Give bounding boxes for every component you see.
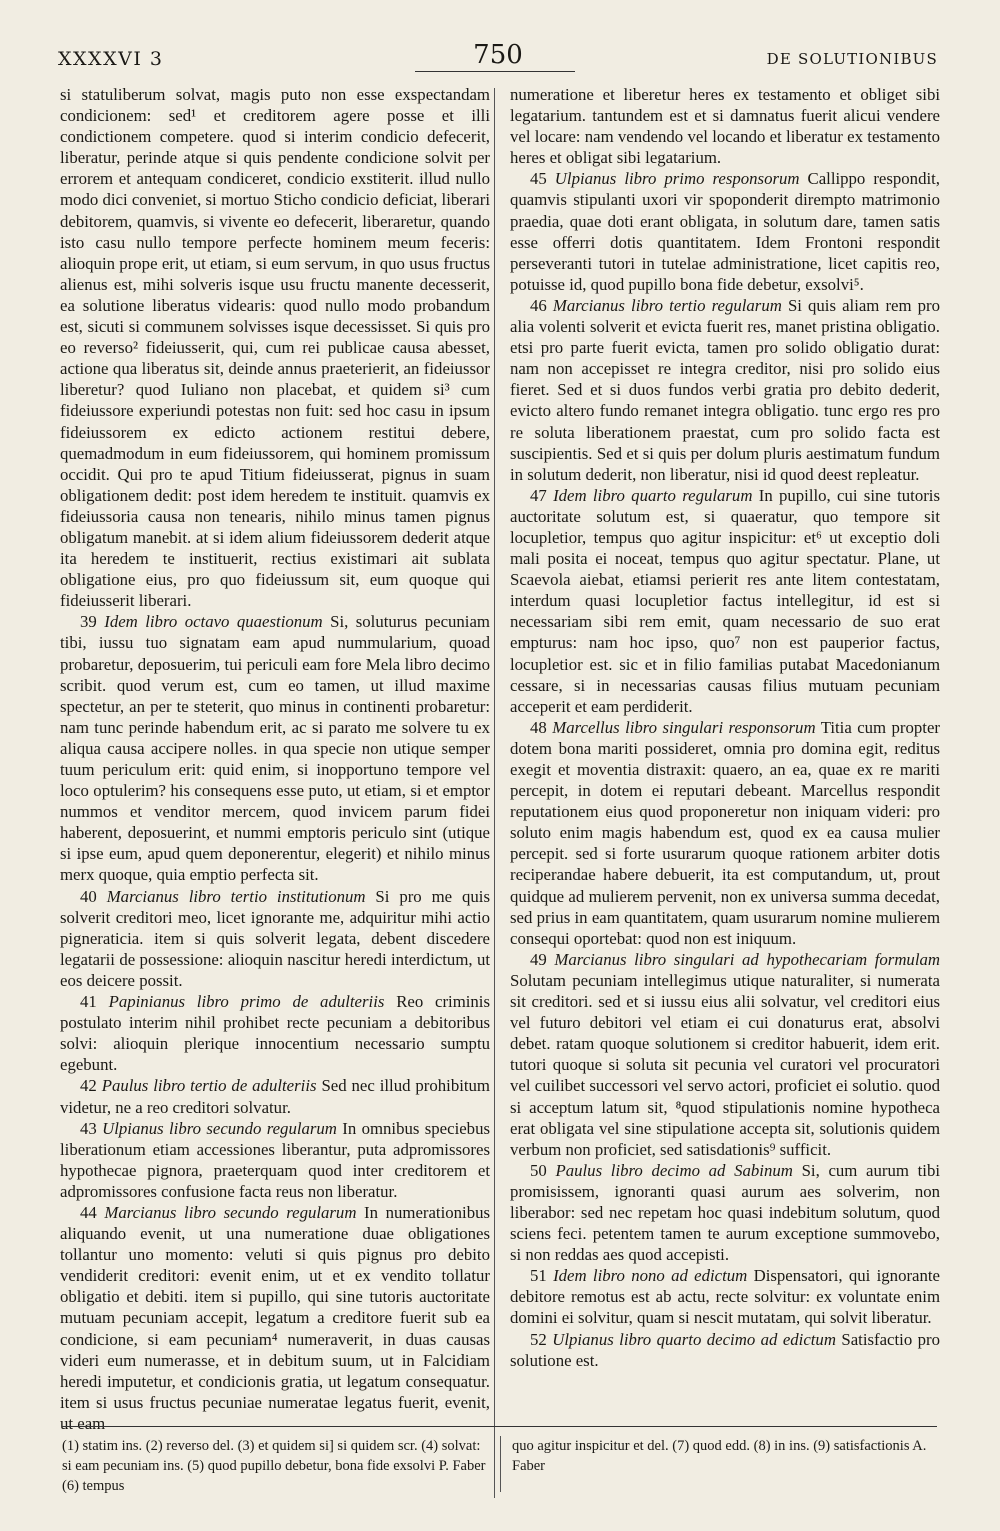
- law-fragment-44: 44 Marcianus libro secundo regularum In numerationibus aliquando evenit, ut una numeratione duae obligationes tollantur uno momento: veluti si quis pignus pro debito vendiderit creditori: evenit enim, ut et ex vendito tollatur obligatio et debiti. item si pupillo, qui sine tutoris auctoritate mutuam pecuniam accepit, legatum a creditore fuerit sub ea condicione, si eam pecuniam⁴ numeraverit, in duas causas videri eum numerasse, et in debitum suum, ut in Falcidiam heredi imputetur, et condicionis gratia, ut legatum consequatur. item si usus fructus pecuniae numeratae legatus fuerit, evenit, ut eam: [60, 1202, 491, 1433]
- section-title: DE SOLUTIONIBUS: [766, 50, 938, 68]
- law-fragment-45: 45 Ulpianus libro primo responsorum Callippo respondit, quamvis stipulanti uxori vir spoponderit dirempto matrimonio praedia, quae doti erant obligata, in solutum dare, tamen satis esse offerri dotis quantitatem. Idem Frontoni respondit perseveranti tutori in tutelae administratione, licet capitis reo, potuisse id, quod pupillo bona fide debetur, exsolvi⁵.: [510, 169, 940, 294]
- author-citation: Marcianus libro tertio regularum: [552, 295, 782, 315]
- law-fragment-40: 40 Marcianus libro tertio institutionum Si pro me quis solverit creditori meo, licet ignorante me, adquiritur mihi actio pigneraticia. item si quis solverit legata, debent discedere legatarii de possessione: alioquin nascitur heredi interdictum, ut eos deicere possit.: [60, 886, 490, 990]
- author-citation: Marcianus libro singulari ad hypothecariam formulam: [554, 949, 940, 969]
- paragraph: numeratione et liberetur heres ex testamento et obliget sibi legatarium. tantundem est et si damnatus fuerit alicui vendere vel locare: nam vendendo vel locando et liberatur ex testamento heres et obligat sibi legatarium.: [510, 85, 940, 168]
- law-fragment-52: 52 Ulpianus libro quarto decimo ad edictum Satisfactio pro solutione est.: [510, 1329, 940, 1370]
- footnotes-right: [512, 1436, 942, 1476]
- law-fragment-49: 49 Marcianus libro singulari ad hypothecariam formulam Solutam pecuniam intellegimus utique naturaliter, si numerata sit creditori. sed et si iussu eius alii solvatur, vel creditori eius vel futuro debitori vel etiam ei cui donaturus erat, absolvi debet. ratam quoque solutionem si creditor habuerit, idem erit. tutori quoque si soluta sit pecunia vel curatori vel procuratori vel cuilibet successori vel servo actori, proficiet ei solutio. quod si acceptum latum sit, ⁸quod stipulationis nomine hypotheca erat obligata vel sine stipulatione accepta sit, solutionis quidem verbum non proficiet, sed satisdationis⁹ sufficit.: [510, 949, 940, 1159]
- law-fragment-47: 47 Idem libro quarto regularum In pupillo, cui sine tutoris auctoritate solutum est, si quaeratur, quo tempore sit locupletior, tempus quo agitur inspicitur: et⁶ ut exceptio doli mali posita ei noceat, tempus quo agitur spectatur. Plane, ut Scaevola aiebat, etiamsi perierit res ante litem contestatam, interdum quasi locupletior factus intellegitur, id est si necessariam sibi rem emit, quam necessario de suo erat empturus: nam hoc ipso, quo⁷ non est pauperior factus, locupletior est. sic et in filio familias putabat Macedonianum cessare, si in necessarias causas filius mutuam pecuniam acceperit et eam perdiderit.: [510, 485, 940, 716]
- footnote-text: quo agitur inspicitur et del. (7) quod edd. (8) in ins. (9) satisfactionis A. Faber: [512, 1438, 927, 1474]
- author-citation: Marcellus libro singulari responsorum: [552, 717, 816, 737]
- page-number: 750: [473, 40, 523, 70]
- author-citation: Paulus libro tertio de adulteriis: [101, 1076, 317, 1096]
- law-fragment-39: 39 Idem libro octavo quaestionum Si, soluturus pecuniam tibi, iussu tuo signatam eam apud nummularium, quoad probaretur, deposuerim, tui periculi eam fore Mela libro decimo scribit. quod verum est, cum eo tamen, ut illud maxime spectetur, an per te steterit, quo minus in continenti probaretur: nam tunc perinde habendum erit, ac si parato me solvere tu ex aliqua causa accipere nolles. in qua specie non utique semper tuum periculum erit: quid enim, si inopportuno tempore vel loco optulerim? his consequens esse puto, ut etiam, si et emptor nummos et venditor mercem, quod invicem parum fidei haberent, deposuerint, et nummi emptoris periculo sint (utique si ipse eum, apud quem deponerentur, elegerit) et nihilo minus merx quoque, quia emptio perfecta sit.: [60, 612, 490, 885]
- author-citation: Paulus libro decimo ad Sabinum: [555, 1160, 793, 1180]
- law-fragment-50: 50 Paulus libro decimo ad Sabinum Si, cum aurum tibi promisissem, ignoranti quasi aurum aes solverim, non liberabor: sed nec repetam hoc quasi indebitum solutum, quod sciens feci. petentem tamen te aurum exceptione summovebo, si non reddas aes quod accepisti.: [510, 1160, 940, 1265]
- law-fragment-51: 51 Idem libro nono ad edictum Dispensatori, qui ignorante debitore remotus est ab actu, recte solvitur: ex voluntate enim domini ei solvitur, quam si nescit mutatam, qui solvit liberatur.: [510, 1266, 940, 1328]
- author-citation: Marcianus libro tertio institutionum: [106, 886, 366, 906]
- law-fragment-46: 46 Marcianus libro tertio regularum Si quis aliam rem pro alia volenti solverit et evicta fuerit res, manet pristina obligatio. etsi pro parte fuerit evicta, tamen pro solido obligatio durat: nam non accepisset re integra creditor, nisi pro solido eius fieret. Sed et si duos fundos verbi gratia pro debito dederit, evicto altero fundo remanet integra obligatio. tunc ergo res pro re soluta liberationem praestat, cum pro solido facta est suscipientis. Sed et si quis per dolum pluris aestimatum fundum in solutum dederit, non liberatur, nisi id quod deest repleatur.: [510, 295, 940, 484]
- left-text-column: [60, 84, 490, 1434]
- author-citation: Papinianus libro primo de adulteriis: [108, 992, 385, 1012]
- author-citation: Idem libro nono ad edictum: [553, 1266, 748, 1286]
- header-rule: [415, 71, 575, 72]
- running-header: [58, 40, 938, 80]
- law-fragment-48: 48 Marcellus libro singulari responsorum Titia cum propter dotem bona mariti possideret, omnia pro domina egit, reditus exegit et moventia distraxit: quaero, an ea, quae ex re mariti percepit, in dotem ei reputari debeant. Marcellus respondit reputationem eius quod proponeretur non iniquam videri: pro soluto enim magis habendum est, quod ex ea causa mulier percepit. sed si forte usurarum quoque rationem arbiter dotis reciperandae habere debuerit, ita est computandum, ut, prout quidque ad mulierem pervenit, non ex universa summa decedat, sed prius in eam quantitatem, quam usurarum nomine mulierem consequi oportebat: quod non est iniquum.: [510, 717, 940, 948]
- right-text-column: [510, 84, 940, 1371]
- author-citation: Ulpianus libro quarto decimo ad edictum: [552, 1329, 836, 1349]
- author-citation: Idem libro octavo quaestionum: [104, 612, 323, 632]
- author-citation: Idem libro quarto regularum: [553, 485, 753, 505]
- column-divider: [494, 88, 495, 1498]
- footnote-column-divider: [500, 1436, 501, 1492]
- law-fragment-41: 41 Papinianus libro primo de adulteriis Reo criminis postulato interim nihil prohibet recte pecuniam a debitoribus solvi: alioquin plerique innocentium necessario sumptu egebunt.: [60, 992, 490, 1075]
- law-fragment-42: 42 Paulus libro tertio de adulteriis Sed nec illud prohibitum videtur, ne a reo creditori solvatur.: [60, 1076, 490, 1117]
- paragraph: si statuliberum solvat, magis puto non esse exspectandam condicionem: sed¹ et creditorem agere posse et illi condictionem competere. quod si interim condicio defecerit, liberatur, perinde atque si quis pendente condicione solvit per errorem et antequam condiceret, condicio exstiterit. illud nullo modo dici conveniet, si mortuo Sticho condicio deficiat, liberari debitorem, quamvis, si vivente eo defecerit, liberaretur, quando isto casu nullo tempore perfecte hominem meum feceris: alioquin prope erit, ut etiam, si eum servum, in quo usus fructus alienus est, mihi solveris isque usu fructu manente decesserit, ea solutione liberatus videaris: quod nullo modo probandum est, sicuti si communem solvisses isque decessisset. Si quis pro eo reverso² fideiusserit, qui, cum rei publicae causa abesset, actione qua liberatus sit, deinde annus praeterierit, an fideiussor liberetur? quod Iuliano non placebat, et quidem si³ cum fideiussore experiundi potestas non fuit: sed hoc casu in ipsum fideiussorem ex edicto actionem restitui debere, quemadmodum in eum fideiussorem, qui hominem promissum occidit. Qui pro te apud Titium fideiusserat, pignus in suam obligationem dedit: post idem heredem te instituit. quamvis ex fideiussoria causa non tenearis, nihilo minus tamen pignus obligatum manebit. at si idem alium fideiussorem dederit atque ita heredem te instituerit, rectius existimari ait sublata obligatione eius, pro quo fideiussum sit, eum quoque qui fideiusserit liberari.: [60, 85, 490, 611]
- author-citation: Ulpianus libro secundo regularum: [102, 1118, 337, 1138]
- footnotes-left: [62, 1436, 492, 1496]
- footnote-text: (1) statim ins. (2) reverso del. (3) et quidem si] si quidem scr. (4) solvat: si eam pecuniam ins. (5) quod pupillo debetur, bona fide exsolvi P. Faber (6) tempus: [62, 1438, 486, 1494]
- book-title-number: XXXXVI 3: [58, 48, 164, 70]
- footnote-separator: [62, 1426, 937, 1427]
- author-citation: Marcianus libro secundo regularum: [104, 1202, 357, 1222]
- law-fragment-43: 43 Ulpianus libro secundo regularum In omnibus speciebus liberationum etiam accessiones liberantur, puta adpromissores hypothecae pignora, praeterquam quod inter creditorem et adpromissores confusione facta reus non liberatur.: [60, 1118, 490, 1201]
- author-citation: Ulpianus libro primo responsorum: [554, 169, 800, 189]
